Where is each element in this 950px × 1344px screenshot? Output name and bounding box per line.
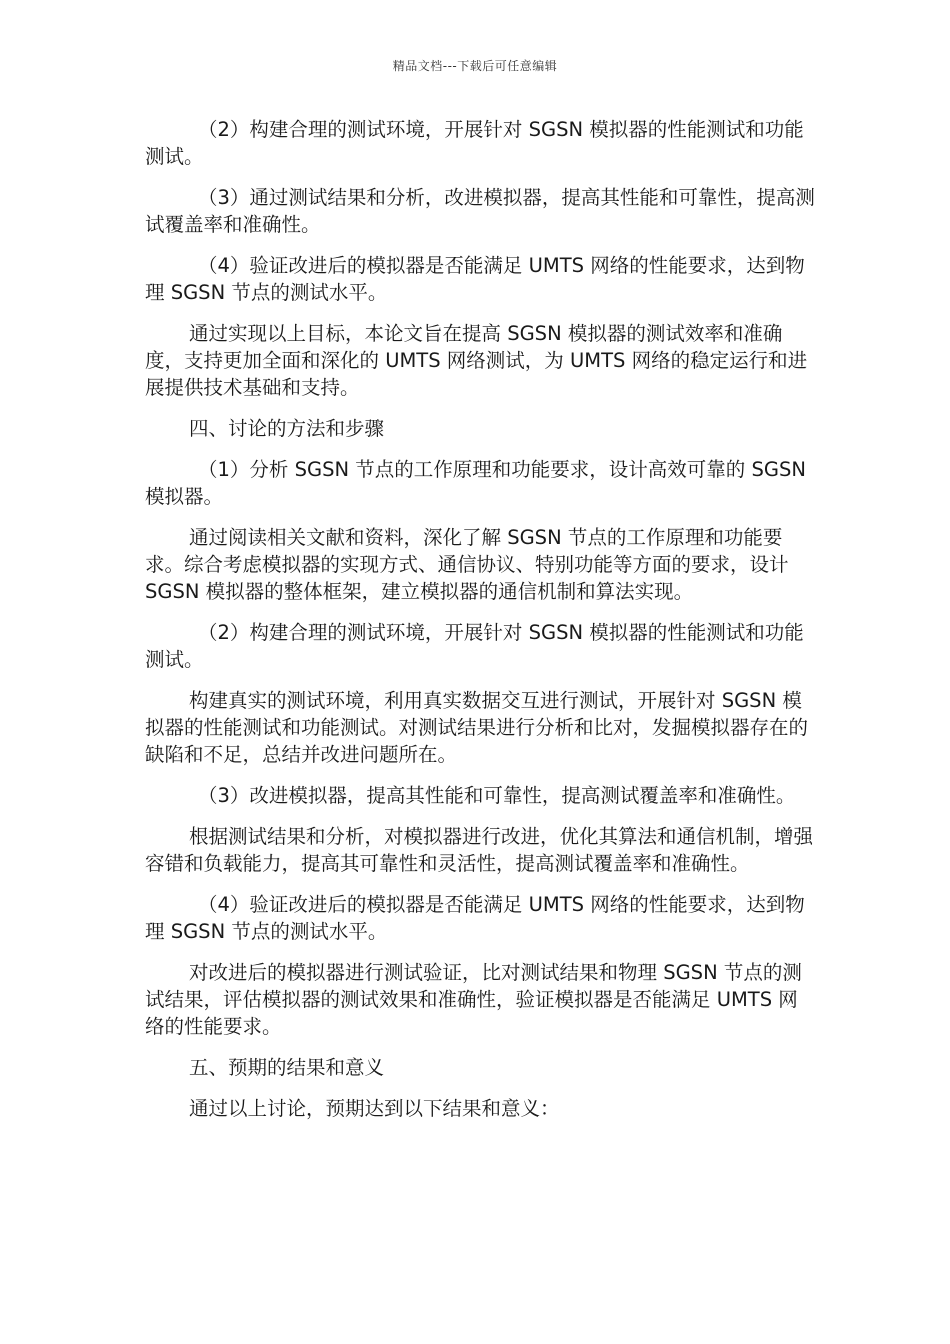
page-header: 精品文档---下载后可任意编辑 bbox=[392, 59, 558, 73]
method-step-4-description: 对改进后的模拟器进行测试验证，比对测试结果和物理 SGSN 节点的测试结果，评估模拟器的测试效果和准确性，验证模拟器是否能满足 UMTS 网络的性能要求。 bbox=[145, 961, 802, 1038]
method-step-1-description: 通过阅读相关文献和资料，深化了解 SGSN 节点的工作原理和功能要求。综合考虑模拟器的实现方式、通信协议、特别功能等方面的要求，设计 SGSN 模拟器的整体框架，建立模拟器的通信机制和算法实现。 bbox=[145, 526, 789, 603]
method-step-4-item: （4）验证改进后的模拟器是否能满足 UMTS 网络的性能要求，达到物理 SGSN 节点的测试水平。 bbox=[145, 893, 805, 943]
expected-results-intro: 通过以上讨论，预期达到以下结果和意义： bbox=[189, 1097, 560, 1120]
step-3-item: （3）通过测试结果和分析，改进模拟器，提高其性能和可靠性，提高测试覆盖率和准确性。 bbox=[145, 186, 815, 236]
section-heading-expected-results: 五、预期的结果和意义 bbox=[189, 1056, 385, 1079]
method-step-3-item: （3）改进模拟器，提高其性能和可靠性，提高测试覆盖率和准确性。 bbox=[198, 784, 796, 807]
step-2-item: （2）构建合理的测试环境，开展针对 SGSN 模拟器的性能测试和功能测试。 bbox=[145, 118, 804, 168]
document-body bbox=[145, 116, 817, 1136]
method-step-2-item: （2）构建合理的测试环境，开展针对 SGSN 模拟器的性能测试和功能测试。 bbox=[145, 621, 804, 671]
method-step-3-description: 根据测试结果和分析，对模拟器进行改进，优化其算法和通信机制，增强容错和负载能力，提高其可靠性和灵活性，提高测试覆盖率和准确性。 bbox=[145, 825, 814, 875]
section-heading-methods: 四、讨论的方法和步骤 bbox=[189, 417, 385, 440]
goal-summary-paragraph: 通过实现以上目标，本论文旨在提高 SGSN 模拟器的测试效率和准确度，支持更加全面和深化的 UMTS 网络测试，为 UMTS 网络的稳定运行和进展提供技术基础和支持。 bbox=[145, 322, 808, 399]
method-step-2-description: 构建真实的测试环境，利用真实数据交互进行测试，开展针对 SGSN 模拟器的性能测试和功能测试。对测试结果进行分析和比对，发掘模拟器存在的缺陷和不足，总结并改进问题所在。 bbox=[145, 689, 809, 766]
step-4-item: （4）验证改进后的模拟器是否能满足 UMTS 网络的性能要求，达到物理 SGSN 节点的测试水平。 bbox=[145, 254, 805, 304]
method-step-1-item: （1）分析 SGSN 节点的工作原理和功能要求，设计高效可靠的 SGSN 模拟器。 bbox=[145, 458, 806, 508]
